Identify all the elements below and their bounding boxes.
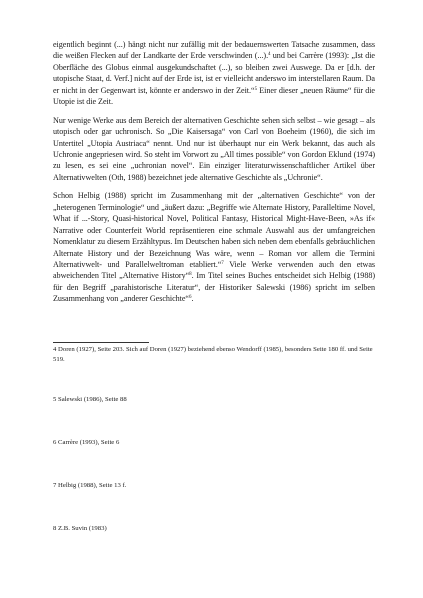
paragraph-text: Schon Helbig (1988) spricht im Zusammenhang mit der „alternativen Geschichte“ von der „heterogenen Terminologie“ und „äußert dazu: „Begriffe wie Alternate History, Paralleltime Novel, What if ...-Story, Quasi-historical Novel, Political Fantasy, Historical Might-Have-Been, »As if« Narrative oder Counterfeit World repräsentieren eine schmale Auswahl aus der umfangreichen Nomenklatur zu diesem Erzähltypus. Im Deutschen haben sich neben dem ebenfalls gebräuchlichen Alternate History und der Bezeichnung Was wäre, wenn – Roman vor allem die Termini Alternativwelt- und Parallelweltroman etabliert.“ xyxy=(53,191,375,269)
footnote-ref: 6 xyxy=(189,295,192,301)
paragraph-text: . Im Titel seines Buches entscheidet sich Helbig (1988) für den Begriff „parahistorische Literatur“, der Historiker Salewski (1986) spricht im selben Zusammenhang von „anderer Geschichte“ xyxy=(53,271,375,304)
footnote-4: 4 Doren (1927), Seite 203. Sich auf Doren (1927) beziehend ebenso Wendorff (1985), besonders Seite 180 ff. und Seite 519. xyxy=(53,346,373,363)
paragraph-utopia-space xyxy=(53,39,375,107)
paragraph-text: eigentlich beginnt (...) hängt nicht nur zufällig mit der bedauernswerten Tatsache zusammen, dass die weißen Flecken auf der Landkarte der Erde verschwinden (...). xyxy=(53,40,375,61)
footnote-ref: 7 xyxy=(221,260,224,266)
body-text xyxy=(53,39,375,312)
footnote-ref: 4 xyxy=(268,52,271,58)
footnote-ref: 5 xyxy=(254,86,258,92)
footnote-6: 6 Carrère (1993), Seite 6 xyxy=(53,439,120,446)
paragraph-text: Viele Werke verwenden auch den etwas abweichenden Titel „Alternative History“ xyxy=(53,259,375,281)
paragraph-terminology xyxy=(53,190,375,304)
paragraph-text: . xyxy=(191,294,194,304)
footnote-ref: 8 xyxy=(189,272,192,278)
paragraph-text: Einer dieser „neuen Räume“ für die Utopie ist die Zeit. xyxy=(53,85,375,107)
paragraph-uchronia-works xyxy=(53,115,375,183)
paragraph-text: und bei Carrère (1993): „Ist die Oberfläche des Globus einmal ausgekundschaftet (...), so bleiben zwei Auswege. Da er [d.h. der utopische Staat, d. Verf.] nicht auf der Erde ist, ist er vielleicht anderswo im interstellaren Raum. Da er nicht in der Gegenwart ist, könnte er anderswo in der Zeit.“ xyxy=(53,51,375,95)
footnote-8: 8 Z.B. Suvin (1983) xyxy=(53,525,107,532)
footnote-7: 7 Helbig (1988), Seite 13 f. xyxy=(53,482,127,489)
footnote-divider xyxy=(53,342,149,343)
paragraph-text: Nur wenige Werke aus dem Bereich der alternativen Geschichte sehen sich selbst – wie gesagt – als utopisch oder gar uchronisch. So „Die Kaisersaga“ von Carl von Boeheim (1960), die sich im Untertitel „Utopia Austriaca“ nennt. Und nur ist überhaupt nur ein Werk bekannt, das auch als Uchronie angepriesen wird. So steht im Vorwort zu „All times possible“ von Gordon Eklund (1974) zu lesen, es sei eine „uchronian novel“. Ein einziger literaturwissenschaftlicher Artikel über Alternativwelten (Oth, 1988) bezeichnet jede alternative Geschichte als „Uchronie“. xyxy=(53,115,375,182)
footnote-5: 5 Salewski (1986), Seite 88 xyxy=(53,396,127,403)
